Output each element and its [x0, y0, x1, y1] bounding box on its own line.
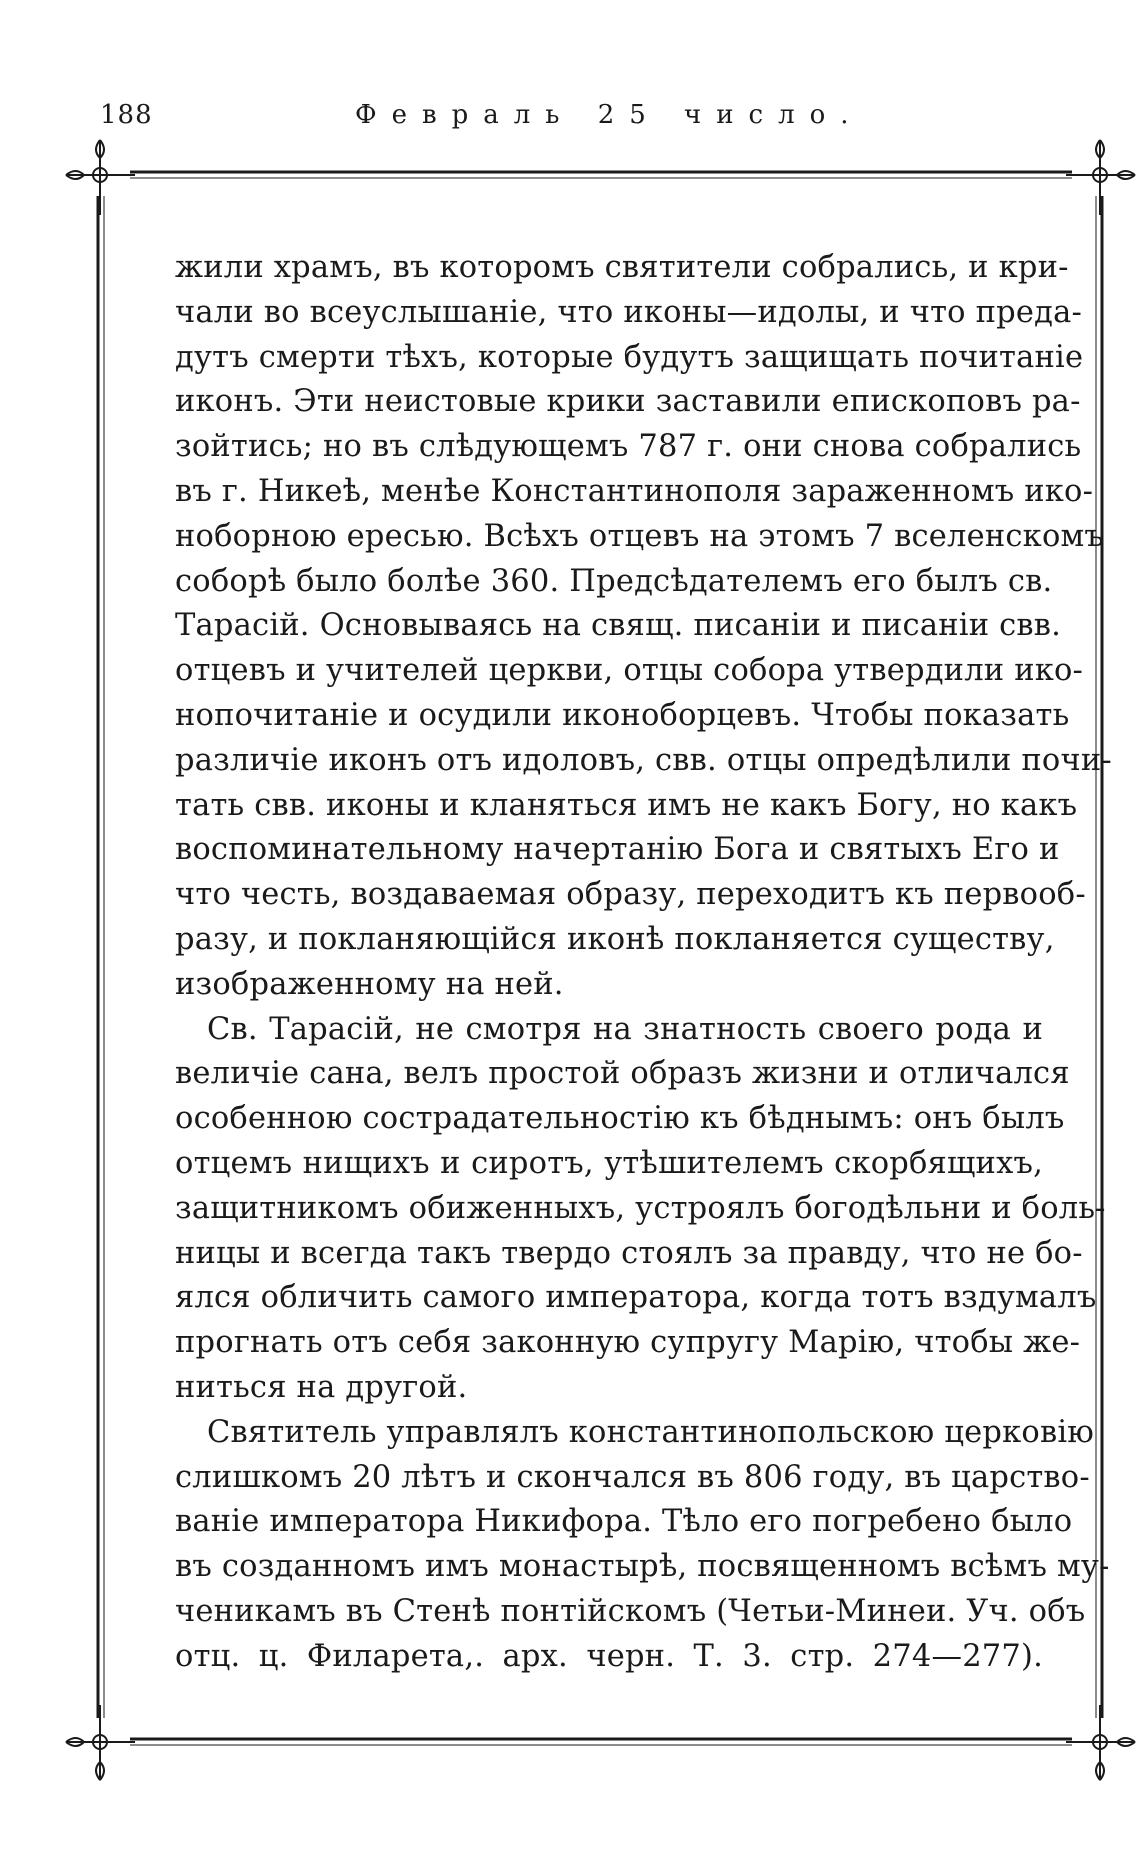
- text-line: разу, и покланяющійся иконѣ покланяется существу,: [175, 921, 1055, 957]
- page-number: 188: [100, 100, 153, 130]
- text-line: дутъ смерти тѣхъ, которые будутъ защищать почитаніе: [175, 339, 1084, 375]
- text-line: особенною сострадательностію къ бѣднымъ: онъ былъ: [175, 1101, 1065, 1137]
- corner-ornament-top-left: [66, 140, 135, 215]
- body-text: [175, 246, 1112, 1680]
- text-line: отцевъ и учителей церкви, отцы собора утвердили ико-: [175, 653, 1084, 689]
- text-line: величіе сана, велъ простой образъ жизни и отличался: [175, 1056, 1070, 1092]
- text-line: въ созданномъ имъ монастырѣ, посвященномъ всѣмъ му-: [175, 1549, 1110, 1585]
- text-line: отц. ц. Филарета,. арх. черн. Т. 3. стр. 274—277).: [175, 1638, 1043, 1674]
- text-line: въ г. Никеѣ, менѣе Константинополя зараженномъ ико-: [175, 473, 1094, 509]
- text-line: изображенному на ней.: [175, 966, 564, 1002]
- paragraph: [175, 1008, 1106, 1411]
- text-line: жили храмъ, въ которомъ святители собрались, и кри-: [175, 250, 1069, 285]
- corner-ornament-top-right: [1066, 140, 1135, 215]
- text-line: Тарасій. Основываясь на свящ. писаніи и писаніи свв.: [175, 608, 1062, 644]
- text-line: воспоминательному начертанію Бога и святыхъ Его и: [175, 832, 1060, 868]
- text-line: тать свв. иконы и кланяться имъ не какъ Богу, но какъ: [175, 787, 1078, 823]
- text-line: ницы и всегда такъ твердо стоялъ за правду, что не бо-: [175, 1235, 1083, 1271]
- text-line: различіе иконъ отъ идоловъ, свв. отцы опредѣлили почи-: [175, 742, 1112, 778]
- text-line: что честь, воздаваемая образу, переходитъ къ первооб-: [175, 877, 1086, 913]
- text-line: чали во всеуслышаніе, что иконы—идолы, и что преда-: [175, 294, 1082, 330]
- text-line: отцемъ нищихъ и сиротъ, утѣшителемъ скорбящихъ,: [175, 1145, 1043, 1181]
- running-title: Февраль 25 число.: [355, 100, 864, 130]
- text-line: соборѣ было болѣе 360. Предсѣдателемъ его былъ св.: [175, 563, 1053, 599]
- corner-ornament-bottom-left: [66, 1705, 135, 1780]
- text-line: ялся обличить самого императора, когда тотъ вздумалъ: [175, 1280, 1097, 1316]
- text-line: иконъ. Эти неистовые крики заставили епископовъ ра-: [175, 384, 1081, 420]
- text-line: ваніе императора Никифора. Тѣло его погребено было: [175, 1504, 1073, 1540]
- text-line: защитникомъ обиженныхъ, устроялъ богодѣльни и боль-: [175, 1190, 1106, 1226]
- text-line: слишкомъ 20 лѣтъ и скончался въ 806 году, въ царство-: [175, 1459, 1090, 1495]
- text-line: нопочитаніе и осудили иконоборцевъ. Чтобы показать: [175, 697, 1070, 733]
- text-line: ченикамъ въ Стенѣ понтійскомъ (Четьи-Минеи. Уч. объ: [175, 1593, 1086, 1629]
- text-line: ниться на другой.: [175, 1369, 468, 1405]
- text-line: прогнать отъ себя законную супругу Марію, чтобы же-: [175, 1325, 1081, 1361]
- paragraph: [175, 246, 1112, 1008]
- text-line: ноборною ересью. Всѣхъ отцевъ на этомъ 7 вселенскомъ: [175, 518, 1105, 554]
- text-line: зойтись; но въ слѣдующемъ 787 г. они снова собрались: [175, 429, 1082, 465]
- paragraph: [175, 1411, 1110, 1680]
- text-line: Св. Тарасій, не смотря на знатность своего рода и: [207, 1011, 1043, 1047]
- corner-ornament-bottom-right: [1066, 1705, 1135, 1780]
- text-line: Святитель управлялъ константинопольскою церковію: [207, 1414, 1095, 1450]
